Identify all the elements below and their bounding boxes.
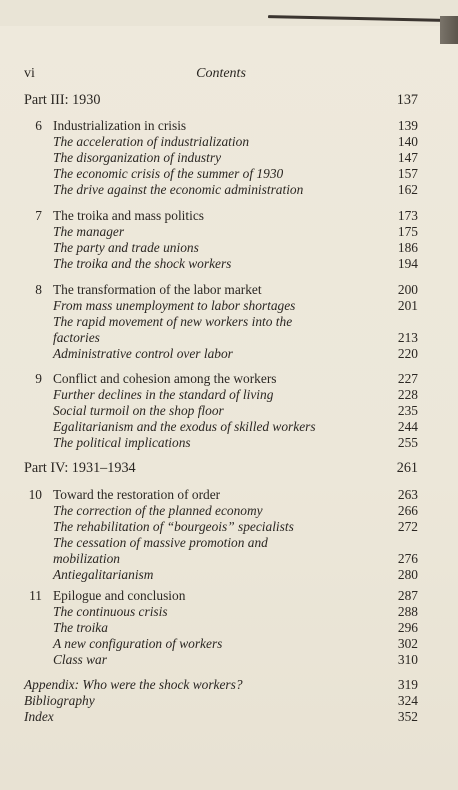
page-number: 302 xyxy=(397,636,418,651)
page-number: 147 xyxy=(397,150,418,165)
entry-title: The disorganization of industry xyxy=(53,150,222,165)
entry-title: A new configuration of workers xyxy=(53,636,223,651)
toc-chapter-row xyxy=(24,118,418,134)
chapter-number: 8 xyxy=(35,282,42,297)
page-corner-shadow xyxy=(440,16,458,44)
running-head-title: Contents xyxy=(196,66,246,81)
toc-chapter-row xyxy=(24,282,418,298)
toc-section-row xyxy=(24,636,418,652)
toc-section-row xyxy=(24,387,418,403)
toc-section-row xyxy=(24,435,418,451)
entry-title: The transformation of the labor market xyxy=(53,282,262,297)
entry-title: Epilogue and conclusion xyxy=(53,588,186,603)
toc-section-row xyxy=(24,604,418,620)
page-number: 319 xyxy=(397,677,418,692)
page-number: 157 xyxy=(397,166,418,181)
toc-section-row xyxy=(24,567,418,583)
entry-title: The continuous crisis xyxy=(53,604,168,619)
page-number: 139 xyxy=(397,118,418,133)
entry-title: mobilization xyxy=(53,551,120,566)
chapter-number: 10 xyxy=(28,487,42,502)
entry-title: From mass unemployment to labor shortages xyxy=(53,298,296,313)
toc-section-row xyxy=(24,256,418,272)
toc-chapter-row xyxy=(24,588,418,604)
toc-backmatter-row xyxy=(24,709,418,725)
toc-section-row xyxy=(24,346,418,362)
entry-title: The rehabilitation of “bourgeois” specialists xyxy=(53,519,294,534)
entry-title: Bibliography xyxy=(24,693,95,708)
toc-section-row xyxy=(24,182,418,198)
page-top-edge xyxy=(0,0,458,26)
entry-title: Toward the restoration of order xyxy=(53,487,221,502)
page-folio: vi xyxy=(24,66,35,81)
toc-chapter-row xyxy=(24,487,418,503)
entry-title: Administrative control over labor xyxy=(53,346,233,361)
entry-title: Industrialization in crisis xyxy=(53,118,187,133)
page-number: 201 xyxy=(397,298,418,313)
page-number: 194 xyxy=(397,256,418,271)
page-number: 235 xyxy=(397,403,418,418)
toc-section-row xyxy=(24,551,418,567)
page-number: 276 xyxy=(397,551,418,566)
entry-title: The troika and mass politics xyxy=(53,208,204,223)
entry-title: The acceleration of industrialization xyxy=(53,134,250,149)
toc-section-row xyxy=(24,503,418,519)
toc-section-row xyxy=(24,620,418,636)
page-number: 263 xyxy=(397,487,418,502)
toc-section-row xyxy=(24,134,418,150)
page-number: 261 xyxy=(396,460,418,476)
chapter-number: 11 xyxy=(29,588,42,603)
entry-title: The cessation of massive promotion and xyxy=(53,535,268,550)
toc-section-row xyxy=(24,224,418,240)
entry-title: The troika xyxy=(53,620,108,635)
page-number: 272 xyxy=(397,519,418,534)
entry-title: The political implications xyxy=(53,435,191,450)
toc-section-row xyxy=(24,419,418,435)
entry-title: Egalitarianism and the exodus of skilled workers xyxy=(53,419,316,434)
entry-title: Part IV: 1931–1934 xyxy=(24,460,136,476)
page-number: 175 xyxy=(397,224,418,239)
page-number: 296 xyxy=(397,620,418,635)
page-number: 140 xyxy=(397,134,418,149)
entry-title: The manager xyxy=(53,224,125,239)
toc-section-row xyxy=(24,403,418,419)
entry-title: The party and trade unions xyxy=(53,240,199,255)
entry-title: Index xyxy=(24,709,54,724)
chapter-number: 9 xyxy=(35,371,42,386)
page-number: 173 xyxy=(397,208,418,223)
toc-chapter-row xyxy=(24,208,418,224)
page-number: 228 xyxy=(397,387,418,402)
toc-section-row xyxy=(24,298,418,314)
page-number: 244 xyxy=(397,419,418,434)
toc-backmatter-row xyxy=(24,693,418,709)
entry-title: Part III: 1930 xyxy=(24,92,101,108)
page-number: 213 xyxy=(397,330,418,345)
page-number: 352 xyxy=(397,709,418,724)
toc-section-row xyxy=(24,166,418,182)
entry-title: Class war xyxy=(53,652,107,667)
entry-title: Appendix: Who were the shock workers? xyxy=(24,677,243,692)
page-number: 186 xyxy=(397,240,418,255)
toc-section-row xyxy=(24,314,418,330)
entry-title: Antiegalitarianism xyxy=(53,567,154,582)
toc-backmatter-row xyxy=(24,677,418,693)
entry-title: The rapid movement of new workers into the xyxy=(53,314,293,329)
toc-section-row xyxy=(24,652,418,668)
entry-title: The correction of the planned economy xyxy=(53,503,263,518)
chapter-number: 7 xyxy=(35,208,42,223)
toc-section-row xyxy=(24,150,418,166)
chapter-number: 6 xyxy=(35,118,42,133)
page-number: 227 xyxy=(397,371,418,386)
toc-section-row xyxy=(24,330,418,346)
page-number: 287 xyxy=(397,588,418,603)
page-number: 324 xyxy=(397,693,418,708)
entry-title: The drive against the economic administration xyxy=(53,182,304,197)
toc-section-row xyxy=(24,240,418,256)
page-number: 280 xyxy=(397,567,418,582)
toc-part-row xyxy=(24,92,418,108)
entry-title: The economic crisis of the summer of 1930 xyxy=(53,166,284,181)
entry-title: Conflict and cohesion among the workers xyxy=(53,371,277,386)
entry-title: The troika and the shock workers xyxy=(53,256,232,271)
page-number: 137 xyxy=(396,92,418,108)
running-head xyxy=(24,66,418,84)
page-number: 255 xyxy=(397,435,418,450)
page-number: 162 xyxy=(397,182,418,197)
page-number: 266 xyxy=(397,503,418,518)
page-number: 310 xyxy=(397,652,418,667)
toc-chapter-row xyxy=(24,371,418,387)
entry-title: factories xyxy=(53,330,100,345)
page-number: 220 xyxy=(397,346,418,361)
entry-title: Social turmoil on the shop floor xyxy=(53,403,224,418)
page-number: 200 xyxy=(397,282,418,297)
toc-part-row xyxy=(24,460,418,476)
toc-section-row xyxy=(24,519,418,535)
toc-section-row xyxy=(24,535,418,551)
entry-title: Further declines in the standard of living xyxy=(53,387,274,402)
page-number: 288 xyxy=(397,604,418,619)
